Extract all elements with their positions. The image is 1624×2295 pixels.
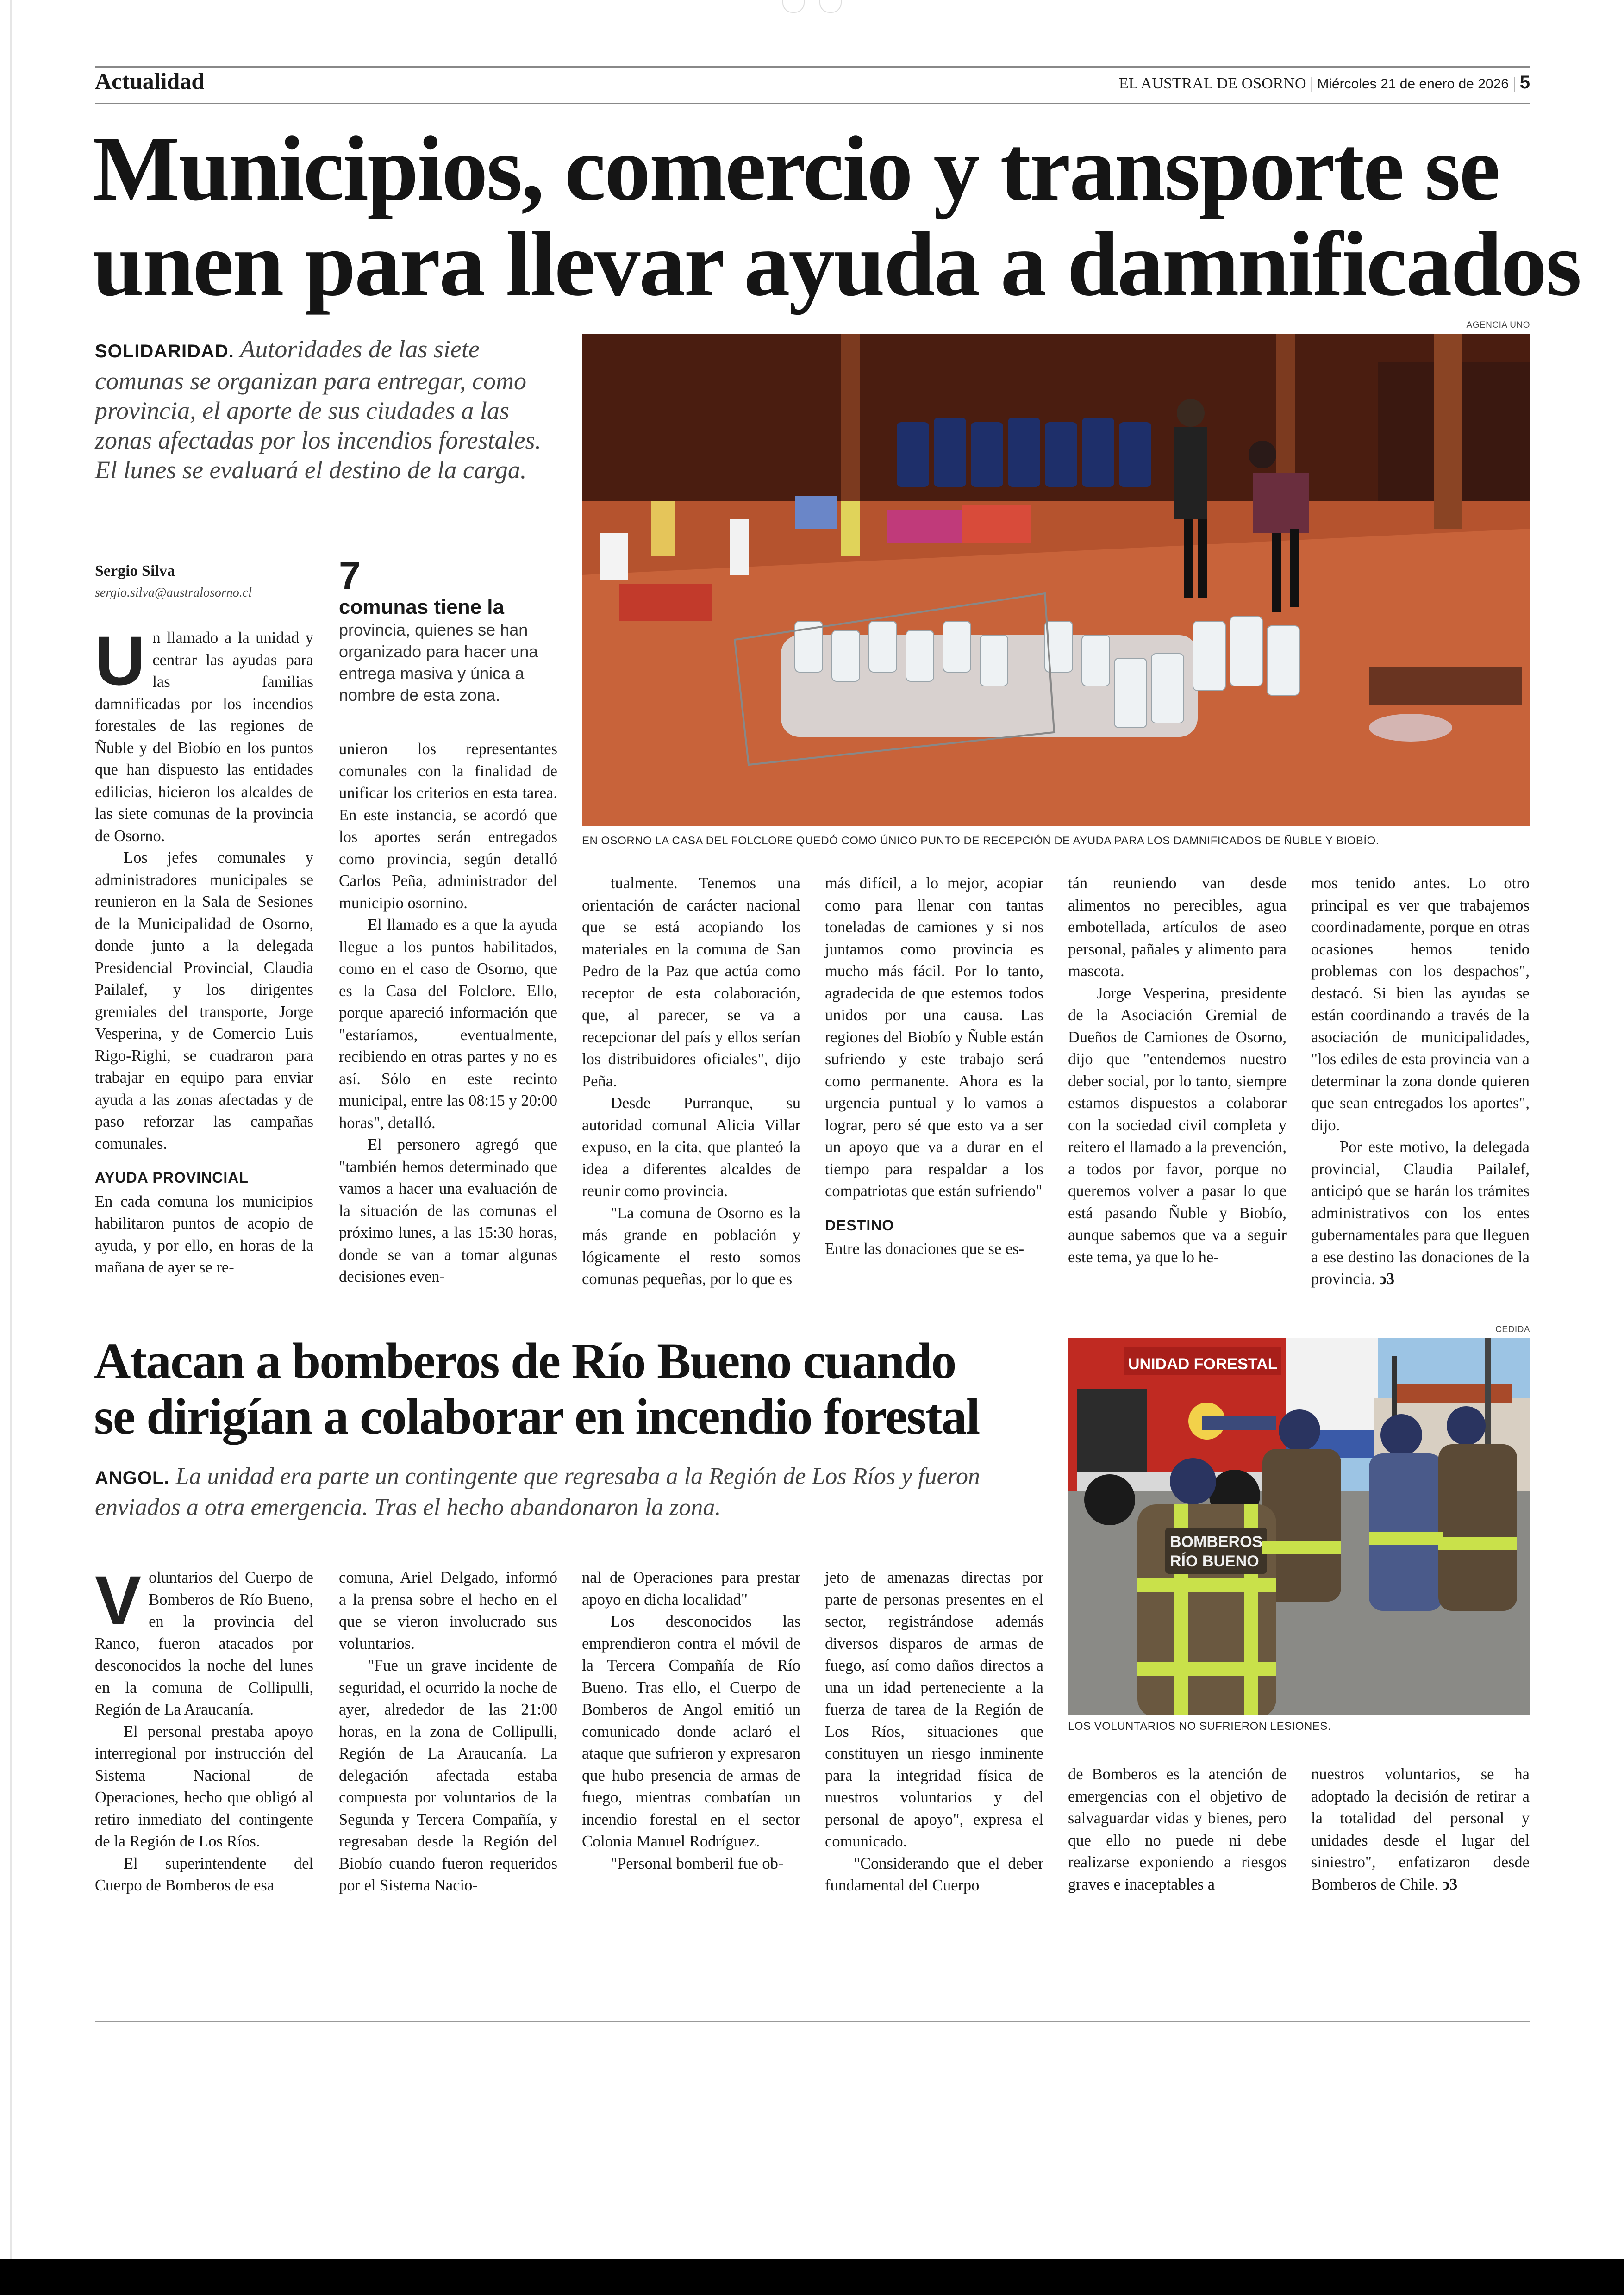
donation-hall-photo (582, 334, 1530, 826)
article2-col2 (339, 1567, 557, 1897)
article1-photo-caption: EN OSORNO LA CASA DEL FOLCLORE QUEDÓ COMO ÚNICO PUNTO DE RECEPCIÓN DE AYUDA PARA LOS DAMNIFICADOS DE ÑUBLE Y BIOBÍO. (582, 835, 1379, 847)
page-number: 5 (1519, 72, 1530, 93)
article1-col2-p1: unieron los representantes comunales con la finalidad de unificar los criterios en esta tarea. En este instancia, se acordó que los aportes serán entregados como provincia, según detalló Carlos Peña, administrador del municipio osornino. (339, 740, 557, 912)
article2-col4-p2: "Considerando que el deber fundamental del Cuerpo (825, 1854, 1043, 1894)
article2-col3-p2: Los desconocidos las emprendieron contra el móvil de la Tercera Compañía de Río Bueno. Tras ello, el Cuerpo de Bomberos de Angol emitió un comunicado donde aclaró el ataque que sufrieron y expresaron que hubo presencia de armas de fuego, mientras combatían un incendio forestal en el sector Colonia Manuel Rodríguez. (582, 1613, 800, 1850)
article2-col4-p1: jeto de amenazas directas por parte de personas presentes en el sector, registrándose además diversos disparos de armas de fuego, así como daños directos a una un idad perteneciente a la fuerza de tarea de la Región de Los Ríos, situaciones que constituyen un riesgo inminente para la integridad física de nuestros voluntarios y del personal de apoyo", expresa el comunicado. (825, 1569, 1043, 1850)
article1-end-mark-icon: ↄ3 (1379, 1270, 1395, 1288)
article2-photo-caption: LOS VOLUNTARIOS NO SUFRIERON LESIONES. (1068, 1720, 1331, 1733)
article1-subhead-ayuda: AYUDA PROVINCIAL (95, 1169, 249, 1186)
masthead-info: EL AUSTRAL DE OSORNO | Miércoles 21 de enero de 2026 | 5 (1118, 72, 1530, 93)
article1-stat-text: provincia, quienes se han organizado para hacer una entrega masiva y única a nombre de esta zona. (339, 620, 538, 705)
article2-lead-text: La unidad era parte un contingente que regresaba a la Región de Los Ríos y fueron enviados a otra emergencia. Tras el hecho abandonaron la zona. (95, 1463, 981, 1521)
page-nav-dot-icon (819, 0, 842, 13)
article1-col6 (1311, 873, 1530, 1291)
article1-col4-p2: Entre las donaciones que se es- (825, 1240, 1024, 1258)
article1-col5-p1: tán reuniendo van desde alimentos no perecibles, agua embotellada, artículos de aseo personal, pañales y alimento para mascota. (1068, 874, 1287, 980)
article2-photo (1068, 1338, 1530, 1715)
article2-col3-p3: "Personal bomberil fue ob- (611, 1854, 784, 1872)
article1-drop-cap: U (95, 622, 145, 699)
vest-label-2: RÍO BUENO (1170, 1553, 1259, 1570)
article2-lead (95, 1462, 1035, 1522)
article2-col1-p1: Voluntarios del Cuerpo de Bomberos de Río Bueno, en la provincia del Ranco, fueron atacados por desconocidos la noche del lunes en la comuna de Collipulli, Región de La Araucanía. (95, 1561, 313, 1718)
truck-label: UNIDAD FORESTAL (1128, 1355, 1278, 1373)
page-nav-dot-icon (782, 0, 805, 13)
article1-stat-box (339, 555, 557, 706)
vest-label-1: BOMBEROS (1170, 1533, 1263, 1551)
article1-kicker: SOLIDARIDAD. (95, 341, 234, 362)
article2-headline-line2: se dirigían a colaborar en incendio forestal (94, 1388, 980, 1445)
bottom-band (0, 2259, 1624, 2295)
article2-col5-p1: de Bomberos es la atención de emergencias con el objetivo de salvaguardar vidas y bienes, pero que ello no puede ni debe realizarse exponiendo a riesgos graves e inaceptables a (1068, 1765, 1287, 1893)
article2-kicker: ANGOL. (95, 1468, 170, 1488)
article1-col3 (582, 873, 800, 1291)
article1-col6-p1: mos tenido antes. Lo otro principal es ver que trabajemos coordinadamente, porque en otras ocasiones hemos tenido problemas con los despachos", destacó. Si bien las ayudas se están coordinando a través de la asociación de municipalidades, "los ediles de esta provincia van a determinar la zona donde quieren que sean entregados los aportes", dijo. (1311, 874, 1530, 1134)
header-bottom-rule (95, 103, 1530, 104)
article2-headline (94, 1333, 979, 1444)
article2-col1 (95, 1561, 313, 1897)
article1-col1-p1: Un llamado a la unidad y centrar las ayudas para las familias damnificadas por los incendios forestales de las regiones de Ñuble y del Biobío en los puntos que han dispuesto las entidades edilicias, hicieron los alcaldes de las siete comunas de la provincia de Osorno. (95, 622, 313, 845)
article1-col3-p1: tualmente. Tenemos una orientación de carácter nacional que se está acopiando los materiales en la comuna de San Pedro de la Paz que actúa como receptor de esta colaboración, que, al parecer, se va a recepcionar del país y ellos serían los distribuidores oficiales", dijo Peña. (582, 874, 800, 1090)
article2-drop-cap: V (95, 1561, 142, 1639)
article1-col4 (825, 873, 1043, 1260)
article1-lead-text: Autoridades de las siete comunas se organizan para entregar, como provincia, el aporte de sus ciudades a las zonas afectadas por los incendios forestales. El lunes se evaluará el destino de la carga. (95, 335, 541, 484)
article2-col6-p1: nuestros voluntarios, se ha adoptado la decisión de retirar a la totalidad del personal y unidades desde el lugar del siniestro", enfatizaron desde Bomberos de Chile. ↄ3 (1311, 1765, 1530, 1893)
article2-col2-p1: comuna, Ariel Delgado, informó a la prensa sobre el hecho en el que se vieron involucrado sus voluntarios. (339, 1569, 557, 1653)
article2-col3-p1: nal de Operaciones para prestar apoyo en dicha localidad" (582, 1569, 800, 1609)
article1-col6-p2: Por este motivo, la delegada provincial, Claudia Pailalef, anticipó que se harán los trámites administrativos con los entes gubernamentales para que lleguen a ese destino las donaciones de la provincia. ↄ3 (1311, 1138, 1530, 1288)
issue-date: Miércoles 21 de enero de 2026 (1317, 76, 1509, 92)
article2-col1-p3: El superintendente del Cuerpo de Bomberos de esa (95, 1854, 313, 1894)
article1-author-email: sergio.silva@australosorno.cl (95, 586, 252, 600)
article2-headline-line1: Atacan a bomberos de Río Bueno cuando (94, 1333, 956, 1389)
article1-col3-p2: Desde Purranque, su autoridad comunal Alicia Villar expuso, en la cita, que planteó la idea a diferentes alcaldes de reunir como provincia. (582, 1094, 800, 1200)
article2-col1-p2: El personal prestaba apoyo interregional por instrucción del Sistema Nacional de Operaciones, hecho que obligó al retiro inmediato del contingente de la Región de Los Ríos. (95, 1722, 313, 1850)
article1-col2-p3: El personero agregó que "también hemos determinado que vamos a hacer una evaluación de la situación de las comunas el próximo lunes, a las 15:30 horas, donde se van a tomar algunas decisiones even- (339, 1136, 557, 1285)
article1-col3-p3: "La comuna de Osorno es la más grande en población y lógicamente el resto somos comunas pequeñas, por lo que es (582, 1204, 800, 1288)
article1-author: Sergio Silva (95, 562, 175, 580)
article1-photo (582, 334, 1530, 826)
article1-headline (93, 118, 1580, 315)
article2-col2-p2: "Fue un grave incidente de seguridad, el ocurrido la noche de ayer, alrededor de las 21:00 horas, en la zona de Collipulli, Región de La Araucanía. La delegación afectada estaba compuesta por voluntarios de la Segunda y Tercera Compañía, y regresaban desde la Región del Biobío cuando fueron requeridos por el Sistema Nacio- (339, 1657, 557, 1894)
article1-col1-p3: En cada comuna los municipios habilitaron puntos de acopio de ayuda, y por ello, en horas de la mañana de ayer se re- (95, 1192, 313, 1276)
article1-stat-bold: comunas tiene la (339, 596, 505, 618)
header-top-rule (95, 66, 1530, 68)
article1-subhead-destino: DESTINO (825, 1216, 894, 1234)
firefighters-photo (1068, 1338, 1530, 1715)
footer-rule (95, 2021, 1530, 2022)
article2-end-mark-icon: ↄ3 (1442, 1875, 1458, 1893)
article1-lead (95, 334, 549, 485)
article2-col5 (1068, 1764, 1287, 1896)
article1-col5-p2: Jorge Vesperina, presidente de la Asociación Gremial de Dueños de Camiones de Osorno, dijo que "entendemos nuestro deber social, por lo tanto, siempre estamos dispuestos a colaborar con la sociedad civil completa y reitero el llamado a la prevención, a todos por favor, porque no queremos volver a pasar lo que está pasando Ñuble y Biobío, aunque sabemos que va a seguir este tema, ya que lo he- (1068, 984, 1287, 1266)
article1-photo-credit: AGENCIA UNO (1466, 320, 1530, 330)
article2-photo-credit: CEDIDA (1495, 1325, 1530, 1335)
page-edge (10, 0, 12, 2259)
article1-col5 (1068, 873, 1287, 1268)
article1-col2-p2: El llamado es a que la ayuda llegue a los puntos habilitados, como en el caso de Osorno, que es la Casa del Folclore. Ello, porque apareció información que "estaríamos, eventualmente, recibiendo en otras partes y no es así. Sólo en este recinto municipal, entre las 08:15 y 20:00 horas", detalló. (339, 916, 557, 1132)
article1-headline-line1: Municipios, comercio y transporte se (93, 118, 1499, 220)
article2-col3 (582, 1567, 800, 1875)
article1-col2 (339, 738, 557, 1288)
article1-col1-p2: Los jefes comunales y administradores municipales se reunieron en la Sala de Sesiones de la Municipalidad de Osorno, donde junto a la delegada Presidencial Provincial, Claudia Pailalef, y los dirigentes gremiales del transporte, Jorge Vesperina, y de Comercio Luis Rigo-Righi, se cuadraron para trabajar en equipo para enviar ayuda a las zonas afectadas y de paso reforzar las campañas comunales. (95, 849, 313, 1153)
article1-col1 (95, 622, 313, 1279)
section-label: Actualidad (95, 68, 205, 94)
article1-col4-p1: más difícil, a lo mejor, acopiar como para llenar con tantas toneladas de camiones y si nos juntamos como provincia es mucho más fácil. Por lo tanto, agradecida de que estemos todos unidos por una causa. Las regiones del Biobío y Ñuble están sufriendo y este trabajo será como permanente. Ahora es la urgencia puntual y lo vamos a lograr, pero sé que esto va a ser un apoyo que va a durar en el tiempo para respaldar a los compatriotas que están sufriendo" (825, 874, 1043, 1200)
article2-col6 (1311, 1764, 1530, 1896)
article1-stat-number: 7 (339, 554, 361, 597)
article1-headline-line2: unen para llevar ayuda a damnificados (93, 213, 1580, 315)
publication-name: EL AUSTRAL DE OSORNO (1118, 75, 1306, 92)
article2-col4 (825, 1567, 1043, 1897)
